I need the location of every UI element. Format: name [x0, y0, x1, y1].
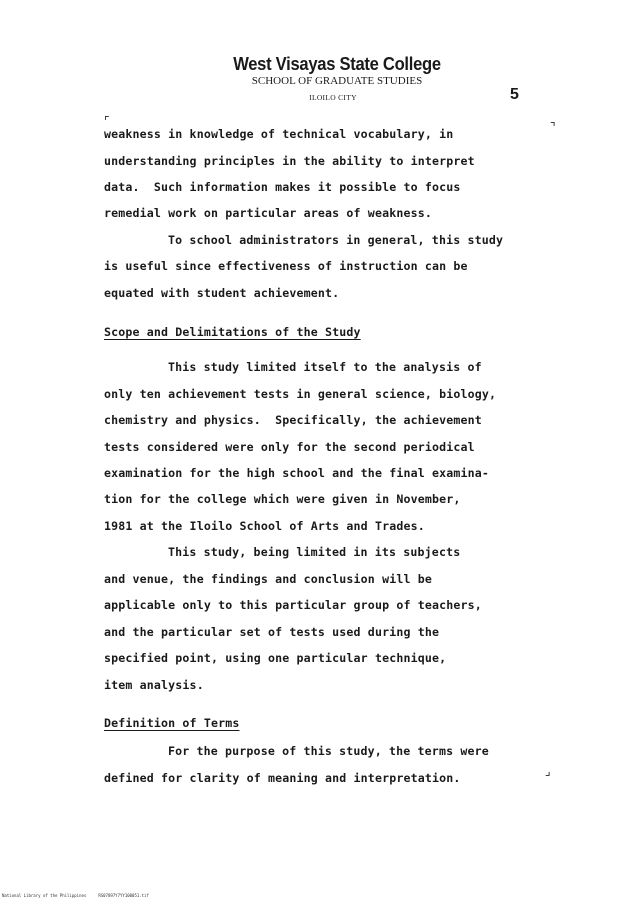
- text-line: and venue, the findings and conclusion will be: [104, 572, 432, 586]
- page-number: 5: [510, 86, 519, 103]
- text-line: specified point, using one particular technique,: [104, 651, 447, 665]
- text-line: tests considered were only for the second periodical: [104, 440, 475, 454]
- text-line: is useful since effectiveness of instruction can be: [104, 259, 468, 273]
- text-line: and the particular set of tests used during the: [104, 625, 440, 639]
- crop-mark-bottom-right-icon: ⌟: [545, 764, 551, 778]
- section-heading-definition: Definition of Terms: [104, 716, 240, 730]
- crop-mark-top-left-icon: ⌜: [104, 114, 110, 128]
- text-line: defined for clarity of meaning and interpretation.: [104, 771, 461, 785]
- institution-name: West Visayas State College: [233, 54, 441, 74]
- text-line: To school administrators in general, this study: [168, 233, 504, 247]
- text-line: tion for the college which were given in November,: [104, 492, 461, 506]
- scan-footer: National Library of the Philippines RS07897Y7YY100051.tif: [2, 893, 149, 898]
- text-line: understanding principles in the ability to interpret: [104, 154, 475, 168]
- text-line: applicable only to this particular group of teachers,: [104, 598, 482, 612]
- text-line: weakness in knowledge of technical vocabulary, in: [104, 127, 454, 141]
- section-heading-scope: Scope and Delimitations of the Study: [104, 325, 361, 339]
- text-line: remedial work on particular areas of weakness.: [104, 206, 432, 220]
- text-line: This study limited itself to the analysis of: [168, 360, 482, 374]
- text-line: This study, being limited in its subjects: [168, 545, 461, 559]
- city-name: ILOILO CITY: [309, 93, 357, 102]
- text-line: 1981 at the Iloilo School of Arts and Trades.: [104, 519, 425, 533]
- text-line: item analysis.: [104, 678, 204, 692]
- text-line: For the purpose of this study, the terms were: [168, 744, 489, 758]
- text-line: only ten achievement tests in general science, biology,: [104, 387, 497, 401]
- text-line: equated with student achievement.: [104, 286, 340, 300]
- text-line: chemistry and physics. Specifically, the achievement: [104, 413, 482, 427]
- school-name: SCHOOL OF GRADUATE STUDIES: [251, 75, 423, 87]
- text-line: examination for the high school and the final examina-: [104, 466, 490, 480]
- crop-mark-top-right-icon: ⌝: [550, 120, 556, 134]
- text-line: data. Such information makes it possible to focus: [104, 180, 461, 194]
